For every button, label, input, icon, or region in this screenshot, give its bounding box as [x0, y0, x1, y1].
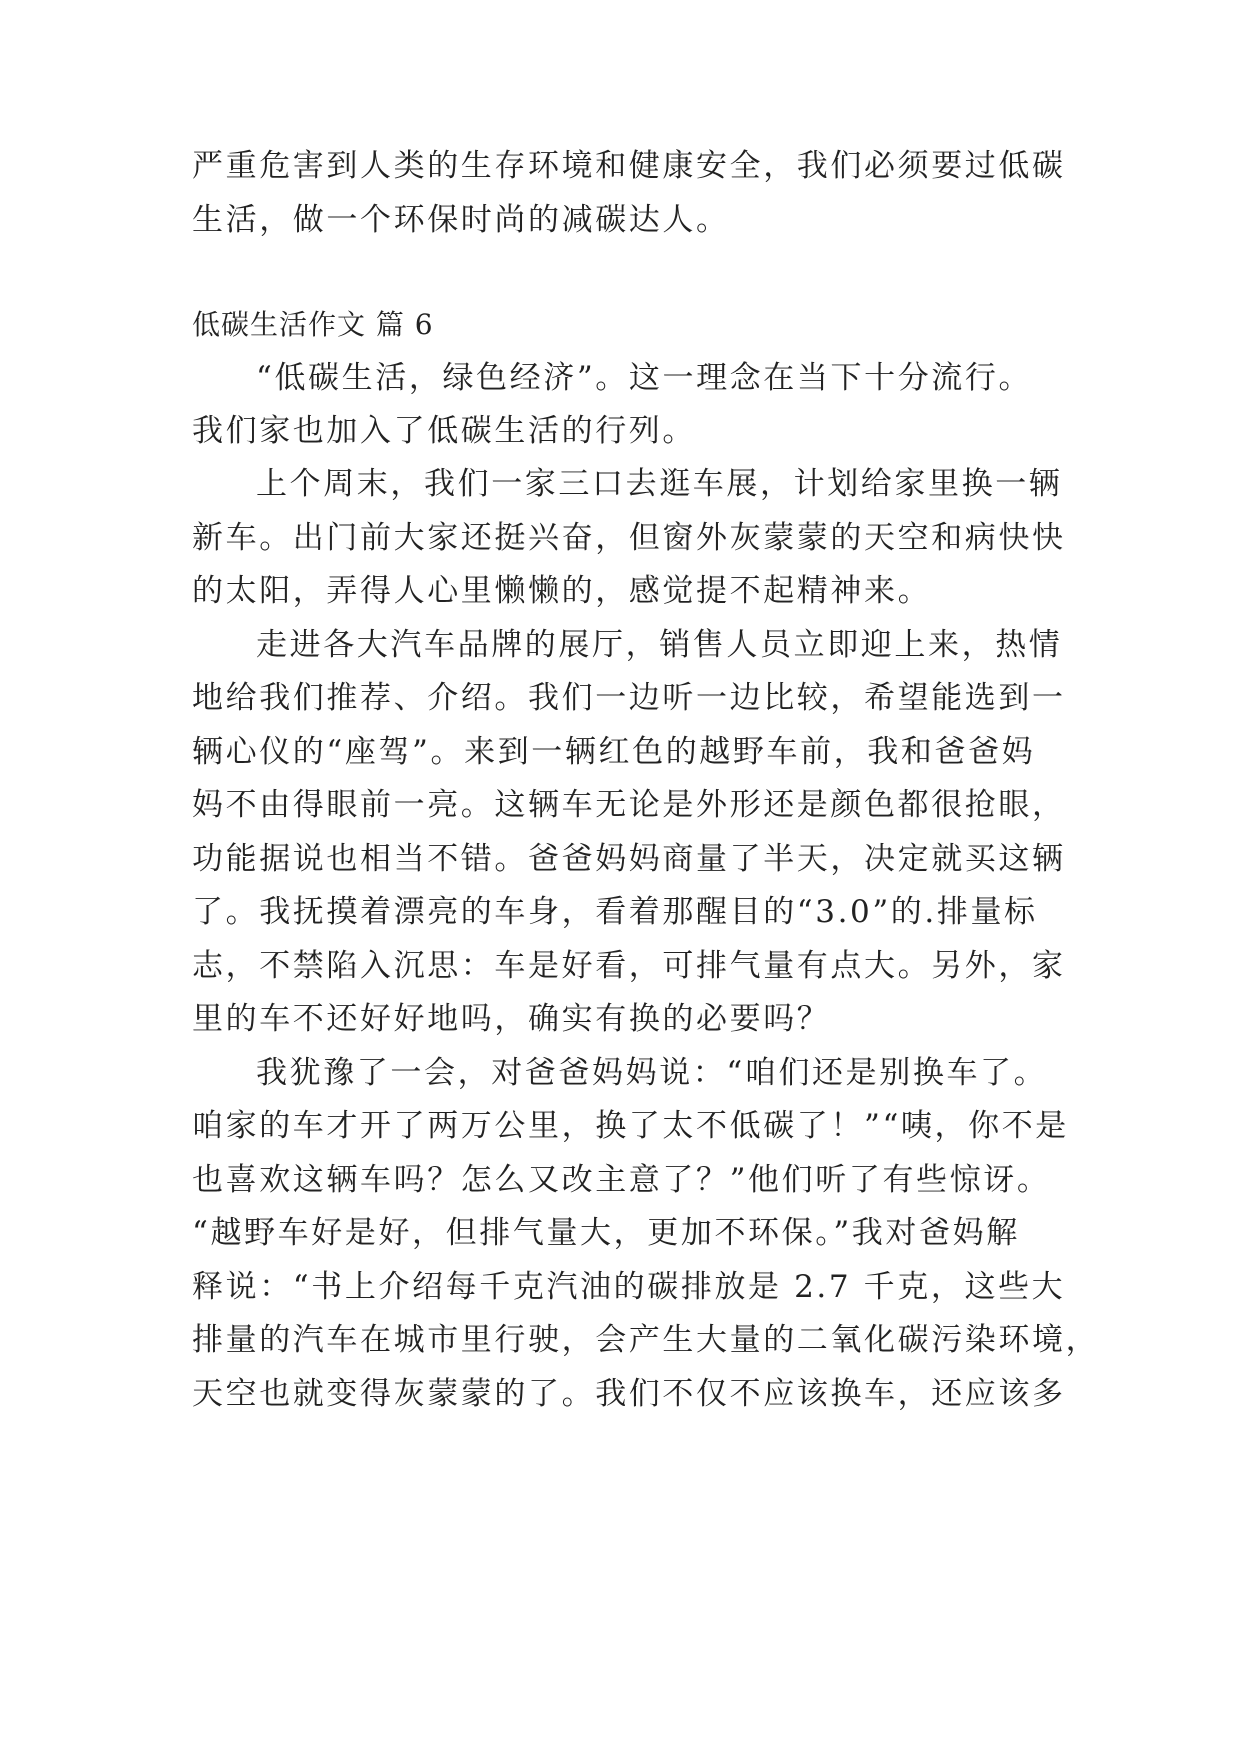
text-line: 天空也就变得灰蒙蒙的了。我们不仅不应该换车，还应该多 — [192, 1376, 1066, 1412]
text-line: 咱家的车才开了两万公里，换了太不低碳了！”“咦，你不是 — [192, 1108, 1069, 1144]
text-line: 妈不由得眼前一亮。这辆车无论是外形还是颜色都很抢眼， — [192, 787, 1066, 823]
text-line: 释说：“书上介绍每千克汽油的碳排放是 2.7 千克，这些大 — [192, 1269, 1066, 1305]
text-line: “越野车好是好，但排气量大，更加不环保。”我对爸妈解 — [192, 1215, 1020, 1251]
section-title: 低碳生活作文 篇 6 — [192, 308, 434, 341]
text-line: 也喜欢这辆车吗？怎么又改主意了？”他们听了有些惊讶。 — [192, 1162, 1051, 1198]
text-line: 里的车不还好好地吗，确实有换的必要吗？ — [192, 1001, 831, 1037]
text-line: 的太阳，弄得人心里懒懒的，感觉提不起精神来。 — [192, 573, 932, 609]
text-line: 生活，做一个环保时尚的减碳达人。 — [192, 202, 730, 238]
text-line: 辆心仪的“座驾”。来到一辆红色的越野车前，我和爸爸妈 — [192, 734, 1036, 770]
text-line: 新车。出门前大家还挺兴奋，但窗外灰蒙蒙的天空和病快快 — [192, 520, 1066, 556]
text-line: 功能据说也相当不错。爸爸妈妈商量了半天，决定就买这辆 — [192, 841, 1066, 877]
text-line: 地给我们推荐、介绍。我们一边听一边比较，希望能选到一 — [192, 680, 1066, 716]
text-line: 我们家也加入了低碳生活的行列。 — [192, 413, 696, 449]
text-line: 严重危害到人类的生存环境和健康安全，我们必须要过低碳 — [192, 148, 1066, 184]
text-line: “低碳生活，绿色经济”。这一理念在当下十分流行。 — [256, 360, 1033, 396]
text-line: 了。我抚摸着漂亮的车身，看着那醒目的“3.0”的.排量标 — [192, 894, 1038, 930]
text-line: 我犹豫了一会，对爸爸妈妈说：“咱们还是别换车了。 — [256, 1055, 1048, 1091]
text-line: 排量的汽车在城市里行驶，会产生大量的二氧化碳污染环境， — [192, 1322, 1100, 1358]
text-line: 志，不禁陷入沉思：车是好看，可排气量有点大。另外，家 — [192, 948, 1066, 984]
text-line: 上个周末，我们一家三口去逛车展，计划给家里换一辆 — [256, 466, 1063, 502]
text-line: 走进各大汽车品牌的展厅，销售人员立即迎上来，热情 — [256, 627, 1063, 663]
